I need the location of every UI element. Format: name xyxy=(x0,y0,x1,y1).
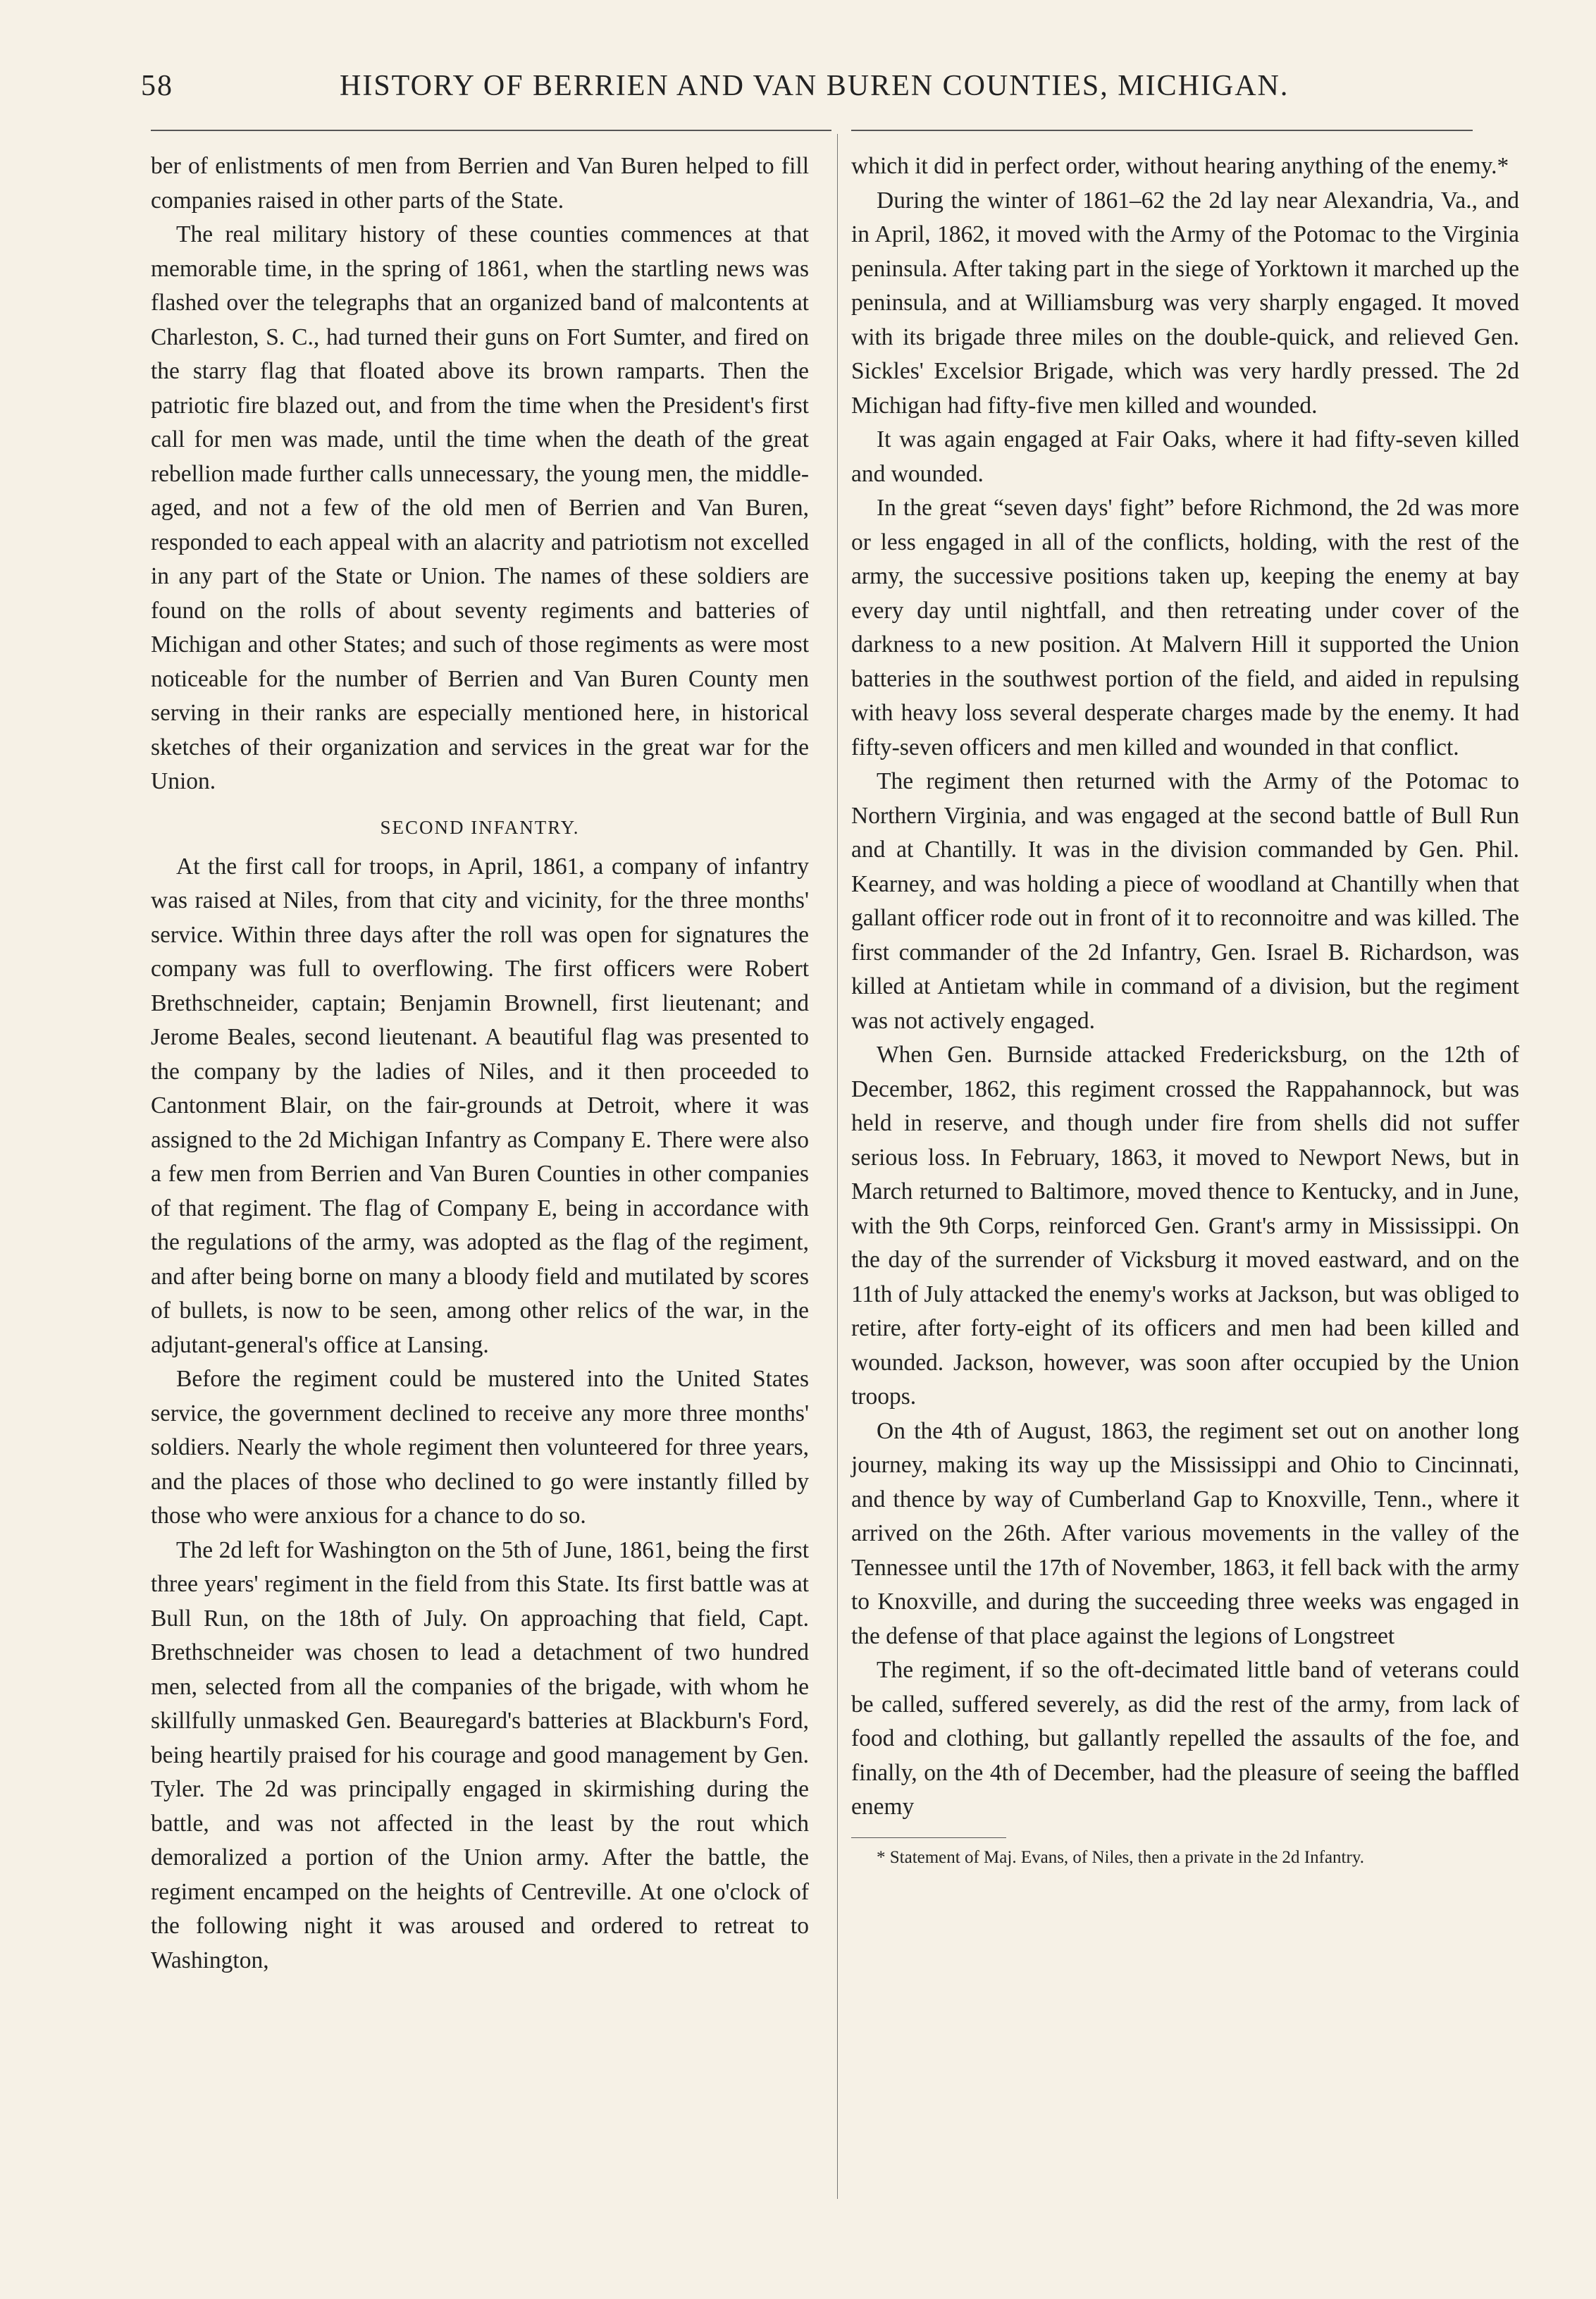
paragraph: In the great “seven days' fight” before Richmond, the 2d was more or less engaged in all of the conflicts, holding, with the rest of the army, the successive positions taken up, keeping the enemy at bay every day until nightfall, and then retreating under cover of the darkness to a new position. At Malvern Hill it supported the Union batteries in the southwest portion of the field, and aided in repulsing with heavy loss several desperate charges made by the enemy. It had fifty-seven officers and men killed and wounded in that conflict. xyxy=(851,495,1519,760)
paragraph: The regiment then returned with the Army of the Potomac to Northern Virginia, and was engaged at the second battle of Bull Run and at Chantilly. It was in the division commanded by Gen. Phil. Kearney, and was holding a piece of woodland at Chantilly when that gallant officer rode out in front of it to reconnoitre and was killed. The first commander of the 2d Infantry, Gen. Israel B. Richardson, was killed at Antietam while in command of a division, but the regiment was not actively engaged. xyxy=(851,768,1519,1034)
page-number: 58 xyxy=(141,70,173,102)
header-rule-right xyxy=(851,130,1473,131)
right-column xyxy=(851,149,1519,1870)
header-rule-left xyxy=(151,130,831,131)
paragraph: ber of enlistments of men from Berrien and Van Buren helped to fill companies raised in other parts of the State. xyxy=(151,153,809,214)
paragraph: The regiment, if so the oft-decimated little band of veterans could be called, suffered severely, as did the rest of the army, from lack of food and clothing, but gallantly repelled the assaults of the foe, and finally, on the 4th of December, had the pleasure of seeing the baffled enemy xyxy=(851,1657,1519,1820)
footnote: * Statement of Maj. Evans, of Niles, then a private in the 2d Infantry. xyxy=(877,1847,1364,1867)
column-divider xyxy=(837,134,838,2199)
left-column xyxy=(151,149,809,1978)
running-title: HISTORY OF BERRIEN AND VAN BUREN COUNTIES, MICHIGAN. xyxy=(340,70,1289,102)
paragraph: At the first call for troops, in April, 1861, a company of infantry was raised at Niles, from that city and vicinity, for the three months' service. Within three days after the roll was open for signatures the company was full to overflowing. The first officers were Robert Brethschneider, captain; Benjamin Brownell, first lieutenant; and Jerome Beales, second lieutenant. A beautiful flag was presented to the company by the ladies of Niles, and it then proceeded to Cantonment Blair, on the fair-grounds at Detroit, where it was assigned to the 2d Michigan Infantry as Company E. There were also a few men from Berrien and Van Buren Counties in other companies of that regiment. The flag of Company E, being in accordance with the regulations of the army, was adopted as the flag of the regiment, and after being borne on many a bloody field and mutilated by scores of bullets, is now to be seen, among other relics of the war, in the adjutant-general's office at Lansing. xyxy=(151,853,809,1358)
paragraph: When Gen. Burnside attacked Fredericksburg, on the 12th of December, 1862, this regiment crossed the Rappahannock, but was held in reserve, and though under fire from shells did not suffer serious loss. In February, 1863, it moved to Newport News, but in March returned to Baltimore, moved thence to Kentucky, and in June, with the 9th Corps, reinforced Gen. Grant's army in Mississippi. On the day of the surrender of Vicksburg it moved eastward, and on the 11th of July attacked the enemy's works at Jackson, but was obliged to retire, after forty-eight of its officers and men had been killed and wounded. Jackson, however, was soon after occupied by the Union troops. xyxy=(851,1042,1519,1410)
paragraph: Before the regiment could be mustered into the United States service, the government declined to receive any more three months' soldiers. Nearly the whole regiment then volunteered for three years, and the places of those who declined to go were instantly filled by those who were anxious for a chance to do so. xyxy=(151,1366,809,1529)
paragraph: The real military history of these counties commences at that memorable time, in the spring of 1861, when the startling news was flashed over the telegraphs that an organized band of malcontents at Charleston, S. C., had turned their guns on Fort Sumter, and fired on the starry flag that floated above its brown ramparts. Then the patriotic fire blazed out, and from the time when the President's first call for men was made, until the time when the death of the great rebellion made further calls unnecessary, the young men, the middle-aged, and not a few of the old men of Berrien and Van Buren, responded to each appeal with an alacrity and patriotism not excelled in any part of the State or Union. The names of these soldiers are found on the rolls of about seventy regiments and batteries of Michigan and other States; and such of those regiments as were most noticeable for the number of Berrien and Van Buren County men serving in their ranks are especially mentioned here, in historical sketches of their organization and services in the great war for the Union. xyxy=(151,221,809,794)
paragraph: On the 4th of August, 1863, the regiment set out on another long journey, making its way up the Mississippi and Ohio to Cincinnati, and thence by way of Cumberland Gap to Knoxville, Tenn., where it arrived on the 26th. After various movements in the valley of the Tennessee until the 17th of November, 1863, it fell back with the army to Knoxville, and during the succeeding three weeks was engaged in the defense of that place against the legions of Longstreet xyxy=(851,1417,1519,1649)
footnote-rule xyxy=(851,1837,1006,1838)
paragraph: which it did in perfect order, without hearing anything of the enemy.* xyxy=(851,153,1509,179)
section-heading: SECOND INFANTRY. xyxy=(380,816,580,838)
paragraph: It was again engaged at Fair Oaks, where it had fifty-seven killed and wounded. xyxy=(851,426,1519,487)
paragraph: During the winter of 1861–62 the 2d lay near Alexandria, Va., and in April, 1862, it moved with the Army of the Potomac to the Virginia peninsula. After taking part in the siege of Yorktown it marched up the peninsula, and at Williamsburg was very sharply engaged. It moved with its brigade three miles on the double-quick, and relieved Gen. Sickles' Excelsior Brigade, which was very hardly pressed. The 2d Michigan had fifty-five men killed and wounded. xyxy=(851,187,1519,419)
paragraph: The 2d left for Washington on the 5th of June, 1861, being the first three years' regiment in the field from this State. Its first battle was at Bull Run, on the 18th of July. On approaching that field, Capt. Brethschneider was chosen to lead a detachment of two hundred men, selected from all the companies of the brigade, with whom he skillfully unmasked Gen. Beauregard's batteries at Blackburn's Ford, being heartily praised for his courage and good management by Gen. Tyler. The 2d was principally engaged in skirmishing during the battle, and was not affected in the least by the rout which demoralized a portion of the Union army. After the battle, the regiment encamped on the heights of Centreville. At one o'clock of the following night it was aroused and ordered to retreat to Washington, xyxy=(151,1536,809,1973)
